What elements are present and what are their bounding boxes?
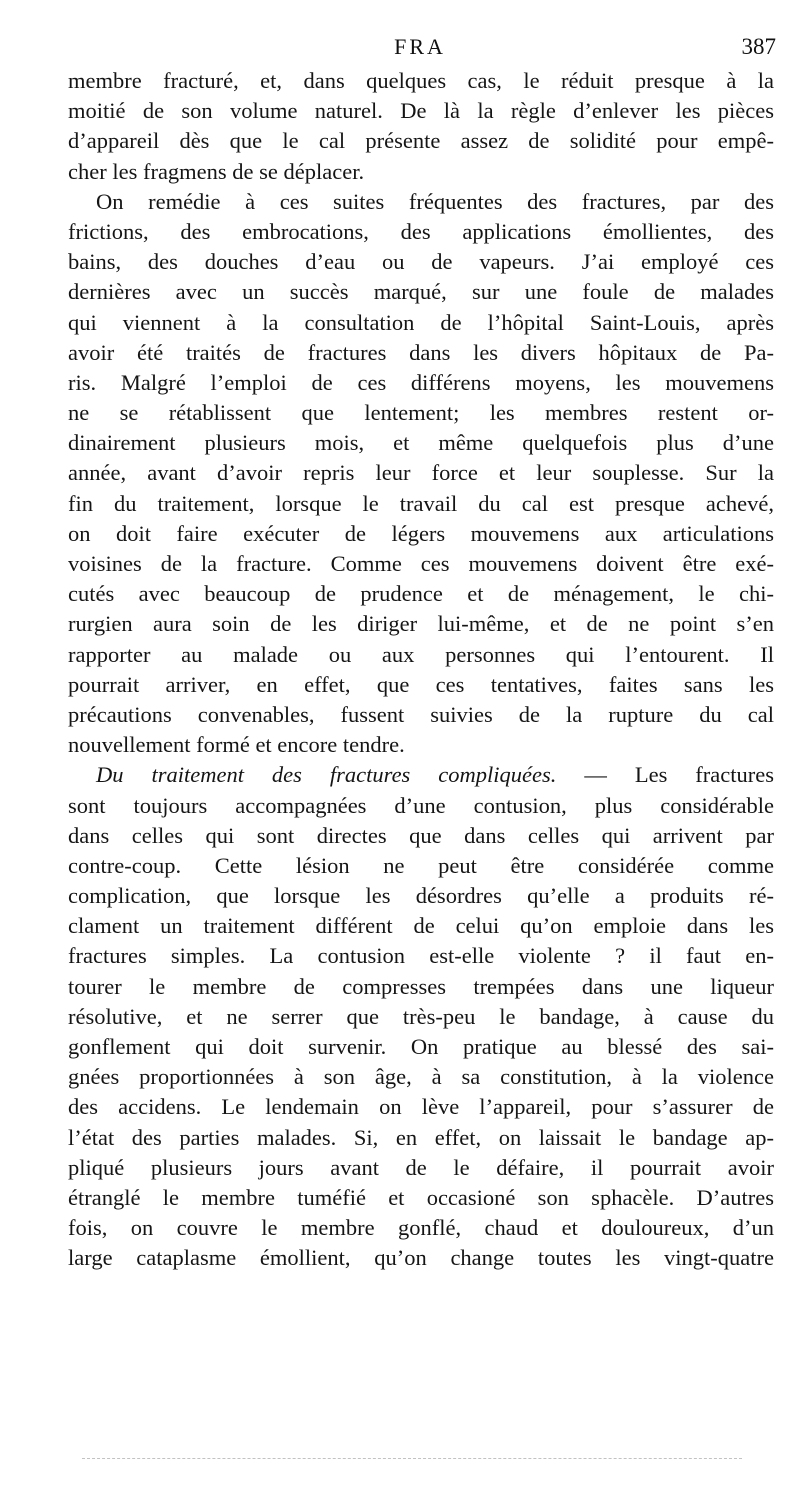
text-line: cutés avec beaucoup de prudence et de ménagement, le chi- (68, 581, 774, 607)
text-line: voisines de la fracture. Comme ces mouvemens doivent être exé- (68, 551, 774, 576)
text-line: année, avant d’avoir repris leur force et leur souplesse. Sur la (68, 460, 774, 486)
text-line: résolutive, et ne serrer que très-peu le bandage, à cause du (68, 1003, 774, 1029)
text-line: nouvellement formé et encore tendre. (68, 732, 405, 758)
text-line: qui viennent à la consultation de l’hôpital Saint-Louis, après (68, 309, 774, 335)
text-line: ris. Malgré l’emploi de ces différens moyens, les mouvemens (68, 369, 774, 395)
text-line: des accidens. Le lendemain on lève l’appareil, pour s’assurer de (68, 1094, 774, 1120)
text-line: fois, on couvre le membre gonflé, chaud et douloureux, d’un (68, 1215, 774, 1241)
text-line: pourrait arriver, en effet, que ces tentatives, faites sans les (68, 671, 774, 697)
text-line: On remédie à ces suites fréquentes des fractures, par des (96, 188, 774, 214)
text-line: frictions, des embrocations, des applications émollientes, des (68, 218, 774, 244)
section-heading-continuation: — Les fractures (556, 762, 774, 788)
text-line: sont toujours accompagnées d’une contusion, plus considérable (68, 792, 774, 818)
page-bottom-rule (82, 1458, 742, 1459)
text-line: contre-coup. Cette lésion ne peut être considérée comme (68, 852, 774, 878)
text-line: d’appareil dès que le cal présente assez de solidité pour empê- (68, 128, 774, 154)
text-line: fin du traitement, lorsque le travail du cal est presque achevé, (68, 490, 774, 516)
text-line: membre fracturé, et, dans quelques cas, le réduit presque à la (68, 68, 774, 93)
section-heading: Du traitement des fractures compliquées. (96, 762, 557, 788)
text-line: bains, des douches d’eau ou de vapeurs. J’ai employé ces (68, 249, 774, 275)
text-line: gonflement qui doit survenir. On pratique au blessé des sai- (68, 1034, 774, 1059)
text-line: moitié de son volume naturel. De là la règle d’enlever les pièces (68, 98, 774, 124)
text-line: large cataplasme émollient, qu’on change toutes les vingt-quatre (68, 1245, 774, 1271)
text-line: clament un traitement différent de celui qu’on emploie dans les (68, 913, 774, 939)
text-line: précautions convenables, fussent suivies de la rupture du cal (68, 701, 774, 727)
text-line: cher les fragmens de se déplacer. (68, 158, 365, 184)
text-line: rapporter au malade ou aux personnes qui l’entourent. Il (68, 641, 774, 667)
text-line: fractures simples. La contusion est-elle violente ? il faut en- (68, 943, 774, 969)
text-line: l’état des parties malades. Si, en effet, on laissait le bandage ap- (68, 1124, 774, 1150)
page-header (64, 34, 776, 66)
section-heading-line (68, 760, 774, 790)
page-number: 387 (741, 34, 776, 59)
text-line: avoir été traités de fractures dans les divers hôpitaux de Pa- (68, 339, 774, 365)
text-line: on doit faire exécuter de légers mouvemens aux articulations (68, 520, 774, 546)
running-head: FRA (394, 34, 446, 59)
text-line: complication, que lorsque les désordres qu’elle a produits ré- (68, 883, 774, 909)
text-line: dinairement plusieurs mois, et même quelquefois plus d’une (68, 430, 774, 456)
text-line: pliqué plusieurs jours avant de le défaire, il pourrait avoir (68, 1154, 774, 1180)
text-line: étranglé le membre tuméfié et occasioné son sphacèle. D’autres (68, 1184, 774, 1210)
text-line: ne se rétablissent que lentement; les membres restent or- (68, 400, 774, 426)
body-text (68, 66, 774, 1274)
text-line: tourer le membre de compresses trempées dans une liqueur (68, 973, 774, 999)
text-line: dans celles qui sont directes que dans celles qui arrivent par (68, 822, 774, 848)
text-line: gnées proportionnées à son âge, à sa constitution, à la violence (68, 1064, 774, 1090)
text-line: rurgien aura soin de les diriger lui-même, et de ne point s’en (68, 611, 774, 637)
text-line: dernières avec un succès marqué, sur une foule de malades (68, 279, 774, 305)
